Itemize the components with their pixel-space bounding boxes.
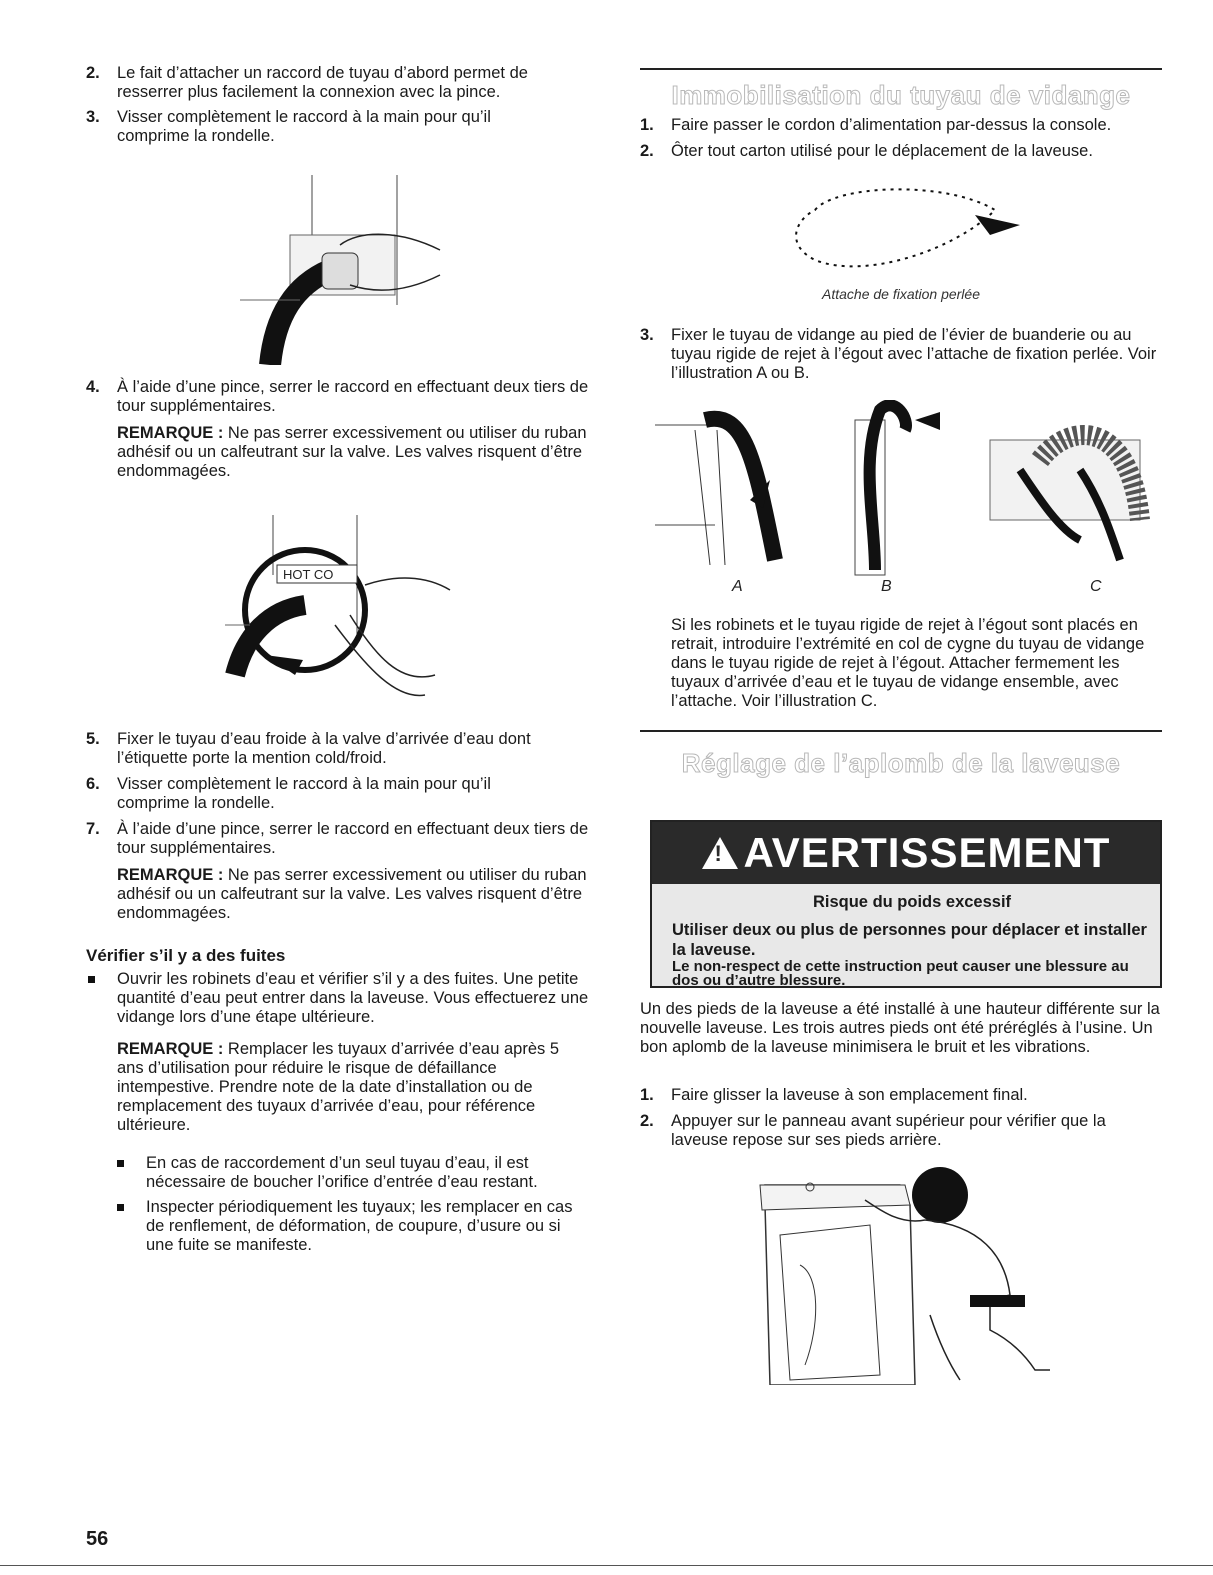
bullet-square xyxy=(117,1160,124,1167)
step-text: Fixer le tuyau d’eau froide à la valve d’arrivée d’eau dont l’étiquette porte la mention cold/froid. xyxy=(117,730,531,767)
warning-line-1: Utiliser deux ou plus de personnes pour déplacer et installer la laveuse. xyxy=(672,921,1147,959)
step-number: 3. xyxy=(640,326,654,344)
step-text: À l’aide d’une pince, serrer le raccord en effectuant deux tiers de tour supplémentaires. xyxy=(117,820,589,857)
drain-hose-section-heading: Immobilisation du tuyau de vidange xyxy=(671,80,1131,110)
step-number: 5. xyxy=(86,730,100,748)
warning-box xyxy=(650,820,1162,988)
figure-label-b: B xyxy=(881,578,892,595)
step-number: 7. xyxy=(86,820,100,838)
pliers-tightening-valve-illustration xyxy=(225,515,475,710)
step-number: 2. xyxy=(86,64,100,82)
beaded-tie-caption: Attache de fixation perlée xyxy=(822,286,980,302)
note-label: REMARQUE : xyxy=(117,424,224,442)
step-number: 6. xyxy=(86,775,100,793)
hand-tightening-hose-illustration xyxy=(240,175,460,365)
step-text: Faire glisser la laveuse à son emplacement final. xyxy=(671,1086,1028,1104)
warning-subtitle: Risque du poids excessif xyxy=(812,893,1012,911)
note-text: Remplacer les tuyaux d’arrivée d’eau après 5 ans d’utilisation pour réduire le risque de défaillance intempestive. Prendre note de la date d’installation ou de remplacement des tuyaux d’arrivée d’eau, pour référence ultérieure. xyxy=(117,1040,560,1134)
warning-triangle-icon xyxy=(702,837,738,869)
warning-line-2: Le non-respect de cette instruction peut causer une blessure au dos ou d’autre blessure. xyxy=(672,958,1129,989)
section-rule-top xyxy=(640,68,1162,70)
note-text: Ne pas serrer excessivement ou utiliser du ruban adhésif ou un calfeutrant sur la valve. Les valves risquent d’être endommagées. xyxy=(117,866,587,922)
section-rule-middle xyxy=(640,730,1162,732)
step-text: Ôter tout carton utilisé pour le déplacement de la laveuse. xyxy=(671,142,1093,160)
leak-check-heading: Vérifier s’il y a des fuites xyxy=(86,946,286,965)
note-1 xyxy=(117,424,587,481)
valve-label: HOT CO xyxy=(283,567,334,582)
page-number: 56 xyxy=(86,1528,109,1550)
step-number: 1. xyxy=(640,116,654,134)
page-bottom-rule xyxy=(0,1565,1213,1566)
step-number: 1. xyxy=(640,1086,654,1104)
figure-label-c: C xyxy=(1090,578,1102,595)
bullet-square xyxy=(117,1204,124,1211)
bullet-text: Ouvrir les robinets d’eau et vérifier s’il y a des fuites. Une petite quantité d’eau peut entrer dans la laveuse. Vous effectuerez une vidange lors d’une étape ultérieure. xyxy=(117,970,589,1026)
bullet-text: Inspecter périodiquement les tuyaux; les remplacer en cas de renflement, de déformation, de coupure, d’usure ou si une fuite se manifeste. xyxy=(146,1198,573,1254)
bullet-square xyxy=(88,976,95,983)
leveling-intro-text: Un des pieds de la laveuse a été installé à une hauteur différente sur la nouvelle laveuse. Les trois autres pieds ont été préréglés à l’usine. Un bon aplomb de la laveuse minimisera le bruit et les vibrations. xyxy=(640,1000,1160,1056)
step-number: 3. xyxy=(86,108,100,126)
note-text: Ne pas serrer excessivement ou utiliser du ruban adhésif ou un calfeutrant sur la valve. Les valves risquent d’être endommagées. xyxy=(117,424,587,480)
note-2 xyxy=(117,866,587,923)
note-3 xyxy=(117,1040,587,1135)
step-text: Le fait d’attacher un raccord de tuyau d’abord permet de resserrer plus facilement la connexion avec la pince. xyxy=(117,64,528,101)
note-label: REMARQUE : xyxy=(117,866,224,884)
drain-illustration-c xyxy=(980,400,1160,580)
step-text: Fixer le tuyau de vidange au pied de l’évier de buanderie ou au tuyau rigide de rejet à l’égout avec l’attache de fixation perlée. Voir l’illustration A ou B. xyxy=(671,326,1157,382)
leveling-section-heading: Réglage de l’aplomb de la laveuse xyxy=(681,748,1121,778)
step-text: Visser complètement le raccord à la main pour qu’il comprime la rondelle. xyxy=(117,775,491,812)
warning-title: AVERTISSEMENT xyxy=(743,829,1111,876)
step-number: 2. xyxy=(640,142,654,160)
drain-illustration-b xyxy=(840,400,950,580)
step-text: À l’aide d’une pince, serrer le raccord en effectuant deux tiers de tour supplémentaires. xyxy=(117,378,589,415)
person-pressing-washer-illustration xyxy=(750,1165,1050,1385)
step-text: Faire passer le cordon d’alimentation par-dessus la console. xyxy=(671,116,1112,134)
step-text: Visser complètement le raccord à la main pour qu’il comprime la rondelle. xyxy=(117,108,491,145)
standpipe-instructions: Si les robinets et le tuyau rigide de rejet à l’égout sont placés en retrait, introduire l’extrémité en col de cygne du tuyau de vidange dans le tuyau rigide de rejet à l’égout. Attacher fermement les tuyaux d’arrivée d’eau et le tuyau de vidange ensemble, avec l’attache. Voir l’illustration C. xyxy=(671,616,1145,710)
beaded-tie-illustration xyxy=(775,180,1035,280)
bullet-text: En cas de raccordement d’un seul tuyau d’eau, il est nécessaire de boucher l’orifice d’entrée d’eau restant. xyxy=(146,1154,538,1191)
note-label: REMARQUE : xyxy=(117,1040,224,1058)
step-number: 4. xyxy=(86,378,100,396)
warning-header xyxy=(652,822,1160,884)
figure-label-a: A xyxy=(732,578,743,595)
drain-illustration-a xyxy=(655,400,805,580)
step-number: 2. xyxy=(640,1112,654,1130)
step-text: Appuyer sur le panneau avant supérieur pour vérifier que la laveuse repose sur ses pieds arrière. xyxy=(671,1112,1106,1149)
